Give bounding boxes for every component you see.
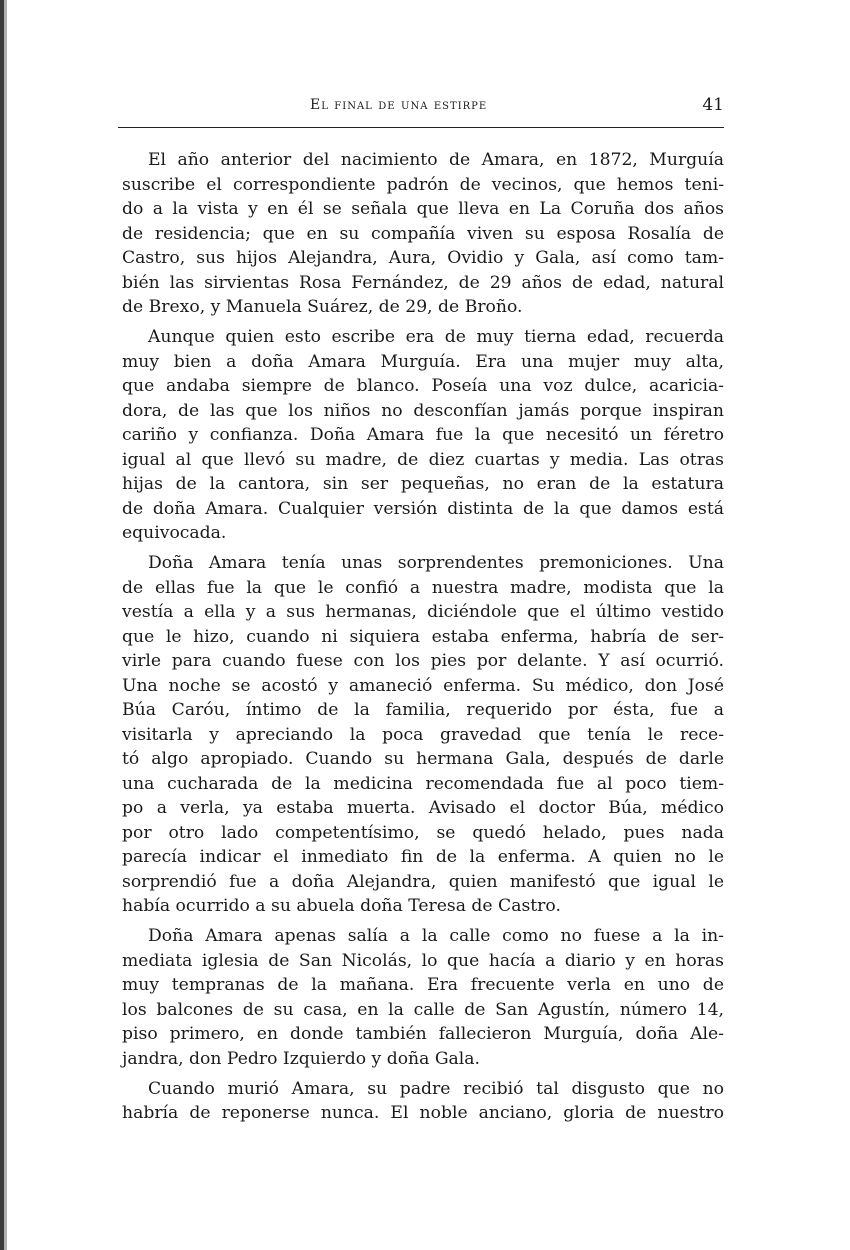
- text-line: Doña Amara apenas salía a la calle como no fuese a la in-: [148, 926, 724, 946]
- text-line: piso primero, en donde también fallecieron Murguía, doña Ale-: [122, 1024, 724, 1044]
- text-line: Castro, sus hijos Alejandra, Aura, Ovidio y Gala, así como tam-: [122, 248, 724, 268]
- text-line: Cuando murió Amara, su padre recibió tal disgusto que no: [148, 1078, 724, 1099]
- text-line: de Brexo, y Manuela Suárez, de 29, de Broño.: [122, 297, 523, 317]
- text-line: vestía a ella y a sus hermanas, diciéndole que el último vestido: [122, 602, 724, 622]
- text-line: igual al que llevó su madre, de diez cuartas y media. Las otras: [122, 449, 724, 470]
- text-line: había ocurrido a su abuela doña Teresa de Castro.: [122, 896, 561, 916]
- running-title: El final de una estirpe: [310, 97, 488, 113]
- text-line: de residencia; que en su compañía viven su esposa Rosalía de: [122, 223, 724, 244]
- text-line: de ellas fue la que le confió a nuestra madre, modista que la: [122, 577, 724, 598]
- text-line: Aunque quien esto escribe era de muy tierna edad, recuerda: [148, 327, 724, 347]
- text-line: sorprendió fue a doña Alejandra, quien manifestó que igual le: [122, 871, 724, 892]
- text-line: los balcones de su casa, en la calle de San Agustín, número 14,: [122, 999, 724, 1020]
- text-line: por otro lado competentísimo, se quedó helado, pues nada: [122, 822, 724, 843]
- text-line: bién las sirvientas Rosa Fernández, de 29 años de edad, natural: [122, 272, 724, 293]
- text-line: muy bien a doña Amara Murguía. Era una mujer muy alta,: [122, 351, 724, 372]
- text-line: cariño y confianza. Doña Amara fue la que necesitó un féretro: [122, 425, 724, 445]
- text-line: do a la vista y en él se señala que lleva en La Coruña dos años: [122, 199, 724, 219]
- text-line: visitarla y apreciando la poca gravedad que tenía le rece-: [122, 724, 724, 745]
- paragraph: [122, 1077, 724, 1126]
- text-line: El año anterior del nacimiento de Amara, en 1872, Murguía: [148, 150, 724, 170]
- paragraph: [122, 924, 724, 1071]
- text-line: habría de reponerse nunca. El noble anciano, gloria de nuestro: [122, 1103, 724, 1123]
- body-text: [122, 148, 724, 1131]
- paragraph: [122, 148, 724, 320]
- text-line: hijas de la cantora, sin ser pequeñas, no eran de la estatura: [122, 474, 724, 494]
- text-line: que le hizo, cuando ni siquiera estaba enferma, habría de ser-: [122, 626, 724, 647]
- scan-edge-shadow: [4, 0, 7, 1250]
- text-line: tó algo apropiado. Cuando su hermana Gala, después de darle: [122, 749, 724, 769]
- text-line: de doña Amara. Cualquier versión distinta de la que damos está: [122, 498, 724, 519]
- page-header: [120, 97, 724, 121]
- header-rule: [118, 127, 724, 128]
- text-line: que andaba siempre de blanco. Poseía una voz dulce, acaricia-: [122, 376, 724, 396]
- text-line: dora, de las que los niños no desconfían jamás porque inspiran: [122, 400, 724, 421]
- text-line: muy tempranas de la mañana. Era frecuente verla en uno de: [122, 975, 724, 995]
- text-line: mediata iglesia de San Nicolás, lo que hacía a diario y en horas: [122, 950, 724, 971]
- text-line: parecía indicar el inmediato fin de la enferma. A quien no le: [122, 847, 724, 867]
- page-number: 41: [702, 95, 724, 115]
- text-line: una cucharada de la medicina recomendada fue al poco tiem-: [122, 773, 724, 794]
- text-line: suscribe el correspondiente padrón de vecinos, que hemos teni-: [122, 174, 724, 195]
- paragraph: [122, 551, 724, 919]
- paragraph: [122, 325, 724, 546]
- text-line: virle para cuando fuese con los pies por delante. Y así ocurrió.: [122, 651, 724, 671]
- text-line: Una noche se acostó y amaneció enferma. Su médico, don José: [122, 675, 724, 696]
- text-line: Búa Caróu, íntimo de la familia, requerido por ésta, fue a: [122, 700, 724, 720]
- text-line: po a verla, ya estaba muerta. Avisado el doctor Búa, médico: [122, 798, 724, 818]
- text-line: jandra, don Pedro Izquierdo y doña Gala.: [122, 1048, 481, 1069]
- text-line: Doña Amara tenía unas sorprendentes premoniciones. Una: [148, 553, 724, 573]
- text-line: equivocada.: [122, 523, 227, 543]
